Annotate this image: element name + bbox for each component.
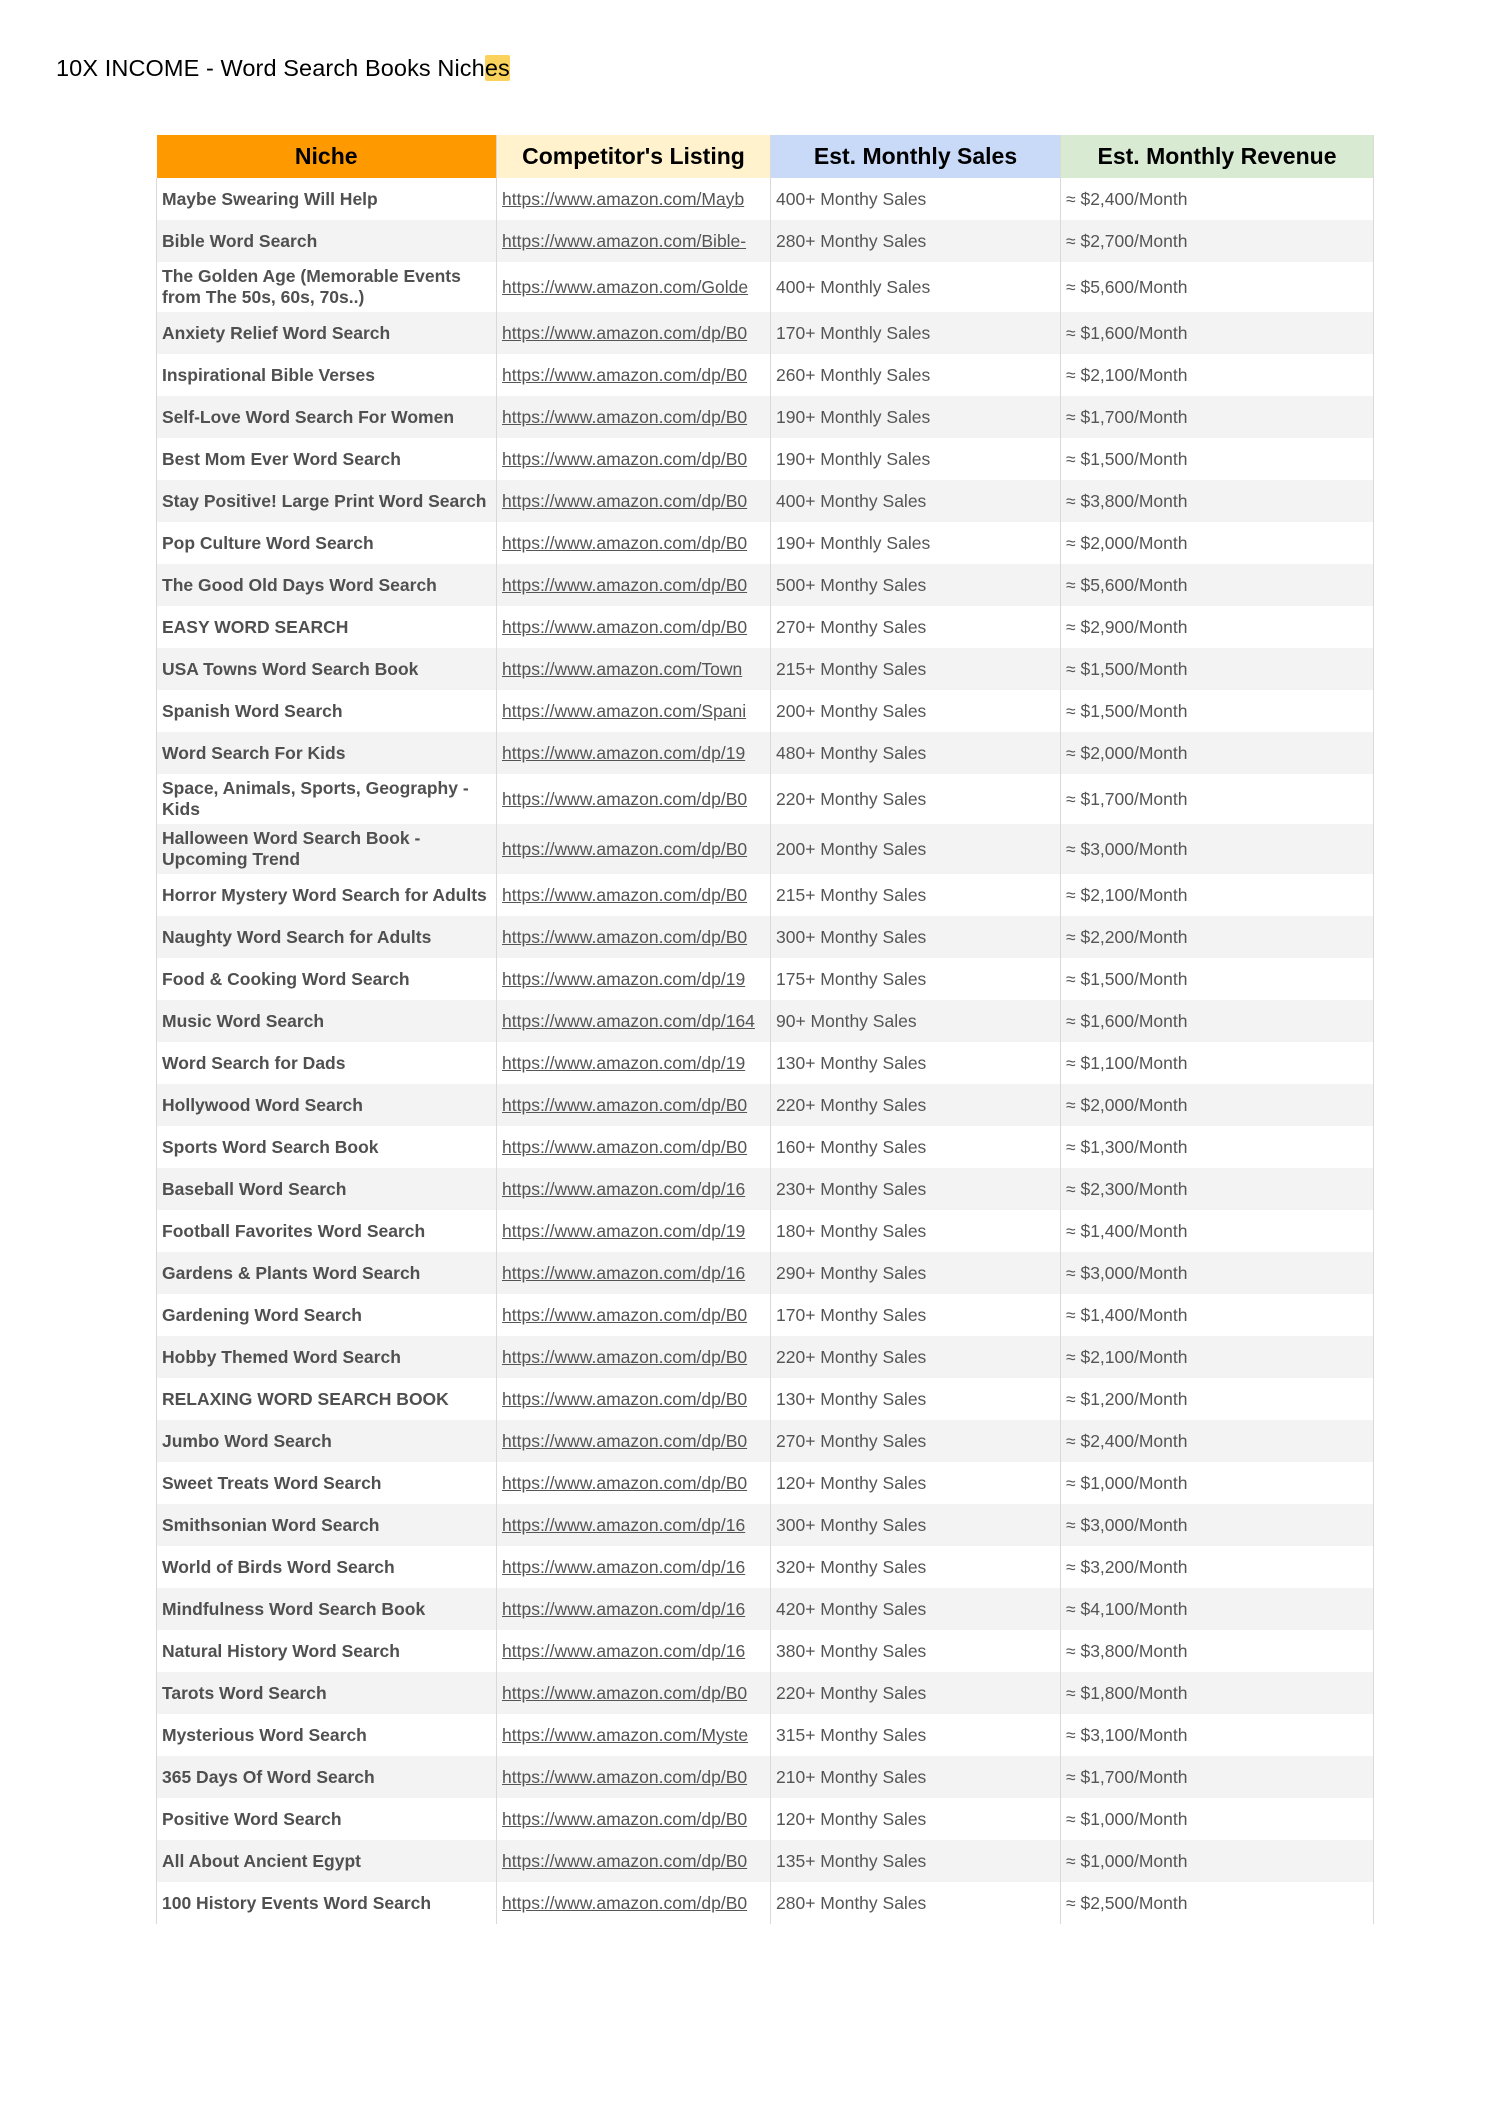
header-row: [157, 135, 1374, 178]
monthly-sales-cell: 170+ Monthly Sales: [771, 312, 1061, 354]
monthly-sales-cell: 220+ Monthy Sales: [771, 774, 1061, 824]
monthly-revenue-cell: ≈ $2,500/Month: [1061, 1882, 1374, 1924]
table-row: [157, 262, 1374, 312]
monthly-revenue-cell: ≈ $1,200/Month: [1061, 1378, 1374, 1420]
competitor-link[interactable]: https://www.amazon.com/dp/B0: [502, 1850, 748, 1871]
table-row: [157, 958, 1374, 1000]
monthly-sales-cell: 190+ Monthly Sales: [771, 396, 1061, 438]
monthly-revenue-cell: ≈ $2,400/Month: [1061, 1420, 1374, 1462]
monthly-revenue-cell: ≈ $1,300/Month: [1061, 1126, 1374, 1168]
competitor-link-cell: [497, 178, 771, 220]
table-body: [157, 178, 1374, 1924]
monthly-sales-cell: 215+ Monthy Sales: [771, 648, 1061, 690]
niche-cell: Hollywood Word Search: [157, 1084, 497, 1126]
monthly-revenue-cell: ≈ $2,700/Month: [1061, 220, 1374, 262]
niche-cell: RELAXING WORD SEARCH BOOK: [157, 1378, 497, 1420]
competitor-link-cell: [497, 1756, 771, 1798]
niche-cell: Anxiety Relief Word Search: [157, 312, 497, 354]
monthly-sales-cell: 480+ Monthy Sales: [771, 732, 1061, 774]
competitor-link-cell: [497, 606, 771, 648]
table-row: [157, 438, 1374, 480]
table-row: [157, 1000, 1374, 1042]
table-row: [157, 1840, 1374, 1882]
monthly-sales-cell: 400+ Monthy Sales: [771, 178, 1061, 220]
table-row: [157, 178, 1374, 220]
monthly-revenue-cell: ≈ $3,200/Month: [1061, 1546, 1374, 1588]
monthly-sales-cell: 120+ Monthy Sales: [771, 1798, 1061, 1840]
monthly-sales-cell: 300+ Monthy Sales: [771, 1504, 1061, 1546]
niche-cell: Hobby Themed Word Search: [157, 1336, 497, 1378]
table-row: [157, 522, 1374, 564]
table-row: [157, 1588, 1374, 1630]
monthly-revenue-cell: ≈ $1,400/Month: [1061, 1294, 1374, 1336]
niche-cell: Word Search For Kids: [157, 732, 497, 774]
monthly-revenue-cell: ≈ $5,600/Month: [1061, 564, 1374, 606]
monthly-sales-cell: 500+ Monthy Sales: [771, 564, 1061, 606]
monthly-revenue-cell: ≈ $2,200/Month: [1061, 916, 1374, 958]
niche-cell: Football Favorites Word Search: [157, 1210, 497, 1252]
monthly-sales-cell: 190+ Monthly Sales: [771, 438, 1061, 480]
competitor-link[interactable]: https://www.amazon.com/dp/16: [502, 1262, 746, 1283]
table-row: [157, 1294, 1374, 1336]
competitor-link-cell: [497, 824, 771, 874]
competitor-link[interactable]: https://www.amazon.com/dp/B0: [502, 364, 748, 385]
monthly-sales-cell: 130+ Monthy Sales: [771, 1378, 1061, 1420]
competitor-link[interactable]: https://www.amazon.com/dp/19: [502, 968, 746, 989]
competitor-link-cell: [497, 1588, 771, 1630]
monthly-sales-cell: 400+ Monthy Sales: [771, 480, 1061, 522]
competitor-link[interactable]: https://www.amazon.com/dp/B0: [502, 1388, 748, 1409]
monthly-revenue-cell: ≈ $1,000/Month: [1061, 1840, 1374, 1882]
monthly-sales-cell: 270+ Monthy Sales: [771, 606, 1061, 648]
niche-cell: Positive Word Search: [157, 1798, 497, 1840]
niche-cell: Jumbo Word Search: [157, 1420, 497, 1462]
table-row: [157, 916, 1374, 958]
monthly-revenue-cell: ≈ $1,400/Month: [1061, 1210, 1374, 1252]
competitor-link-cell: [497, 262, 771, 312]
niche-cell: Natural History Word Search: [157, 1630, 497, 1672]
competitor-link-cell: [497, 732, 771, 774]
monthly-revenue-cell: ≈ $1,000/Month: [1061, 1462, 1374, 1504]
competitor-link[interactable]: https://www.amazon.com/dp/B0: [502, 838, 748, 859]
monthly-sales-cell: 170+ Monthy Sales: [771, 1294, 1061, 1336]
monthly-sales-cell: 220+ Monthy Sales: [771, 1672, 1061, 1714]
niche-cell: USA Towns Word Search Book: [157, 648, 497, 690]
table-row: [157, 1756, 1374, 1798]
competitor-link[interactable]: https://www.amazon.com/dp/B0: [502, 1766, 748, 1787]
monthly-sales-cell: 230+ Monthy Sales: [771, 1168, 1061, 1210]
table-row: [157, 824, 1374, 874]
table-row: [157, 1882, 1374, 1924]
niche-cell: Food & Cooking Word Search: [157, 958, 497, 1000]
competitor-link[interactable]: https://www.amazon.com/dp/16: [502, 1598, 746, 1619]
niche-cell: Tarots Word Search: [157, 1672, 497, 1714]
monthly-revenue-cell: ≈ $1,800/Month: [1061, 1672, 1374, 1714]
competitor-link-cell: [497, 396, 771, 438]
table-row: [157, 1630, 1374, 1672]
competitor-link-cell: [497, 1294, 771, 1336]
competitor-link[interactable]: https://www.amazon.com/dp/B0: [502, 1430, 748, 1451]
monthly-sales-cell: 320+ Monthy Sales: [771, 1546, 1061, 1588]
niche-cell: Self-Love Word Search For Women: [157, 396, 497, 438]
niche-cell: Maybe Swearing Will Help: [157, 178, 497, 220]
monthly-revenue-cell: ≈ $2,100/Month: [1061, 1336, 1374, 1378]
niche-cell: Word Search for Dads: [157, 1042, 497, 1084]
table-row: [157, 1504, 1374, 1546]
competitor-link[interactable]: https://www.amazon.com/Mayb: [502, 188, 745, 209]
competitor-link-cell: [497, 1462, 771, 1504]
competitor-link[interactable]: https://www.amazon.com/dp/B0: [502, 1892, 748, 1913]
competitor-link-cell: [497, 1378, 771, 1420]
competitor-link[interactable]: https://www.amazon.com/dp/B0: [502, 1304, 748, 1325]
competitor-link-cell: [497, 1210, 771, 1252]
competitor-link-cell: [497, 1000, 771, 1042]
monthly-sales-cell: 215+ Monthy Sales: [771, 874, 1061, 916]
competitor-link[interactable]: https://www.amazon.com/Golde: [502, 276, 749, 297]
monthly-sales-cell: 180+ Monthy Sales: [771, 1210, 1061, 1252]
table-row: [157, 1546, 1374, 1588]
competitor-link[interactable]: https://www.amazon.com/Myste: [502, 1724, 749, 1745]
competitor-link[interactable]: https://www.amazon.com/dp/B0: [502, 1808, 748, 1829]
competitor-link-cell: [497, 648, 771, 690]
monthly-revenue-cell: ≈ $5,600/Month: [1061, 262, 1374, 312]
title-text: 10X INCOME - Word Search Books Nich: [56, 55, 485, 81]
competitor-link-cell: [497, 1672, 771, 1714]
monthly-revenue-cell: ≈ $3,800/Month: [1061, 480, 1374, 522]
monthly-sales-cell: 90+ Monthy Sales: [771, 1000, 1061, 1042]
competitor-link[interactable]: https://www.amazon.com/dp/16: [502, 1640, 746, 1661]
competitor-link[interactable]: https://www.amazon.com/dp/B0: [502, 1346, 748, 1367]
monthly-revenue-cell: ≈ $2,000/Month: [1061, 1084, 1374, 1126]
monthly-revenue-cell: ≈ $1,500/Month: [1061, 690, 1374, 732]
competitor-link[interactable]: https://www.amazon.com/dp/B0: [502, 532, 748, 553]
monthly-revenue-cell: ≈ $3,100/Month: [1061, 1714, 1374, 1756]
niche-cell: Gardening Word Search: [157, 1294, 497, 1336]
monthly-sales-cell: 130+ Monthy Sales: [771, 1042, 1061, 1084]
competitor-link-cell: [497, 1504, 771, 1546]
competitor-link-cell: [497, 1042, 771, 1084]
table-row: [157, 774, 1374, 824]
competitor-link[interactable]: https://www.amazon.com/dp/B0: [502, 406, 748, 427]
niche-cell: The Golden Age (Memorable Events from The 50s, 60s, 70s..): [157, 262, 497, 312]
niche-cell: Sports Word Search Book: [157, 1126, 497, 1168]
monthly-revenue-cell: ≈ $1,700/Month: [1061, 774, 1374, 824]
monthly-sales-cell: 290+ Monthy Sales: [771, 1252, 1061, 1294]
monthly-sales-cell: 160+ Monthy Sales: [771, 1126, 1061, 1168]
monthly-sales-cell: 135+ Monthy Sales: [771, 1840, 1061, 1882]
monthly-revenue-cell: ≈ $3,800/Month: [1061, 1630, 1374, 1672]
monthly-revenue-cell: ≈ $1,700/Month: [1061, 396, 1374, 438]
header-competitor-listing: Competitor's Listing: [497, 135, 771, 178]
niche-cell: EASY WORD SEARCH: [157, 606, 497, 648]
niche-cell: Gardens & Plants Word Search: [157, 1252, 497, 1294]
niche-cell: 100 History Events Word Search: [157, 1882, 497, 1924]
niche-cell: Horror Mystery Word Search for Adults: [157, 874, 497, 916]
niche-cell: Stay Positive! Large Print Word Search: [157, 480, 497, 522]
table-row: [157, 1462, 1374, 1504]
monthly-sales-cell: 220+ Monthy Sales: [771, 1084, 1061, 1126]
monthly-revenue-cell: ≈ $1,700/Month: [1061, 1756, 1374, 1798]
table-row: [157, 1084, 1374, 1126]
competitor-link-cell: [497, 1840, 771, 1882]
monthly-sales-cell: 210+ Monthy Sales: [771, 1756, 1061, 1798]
monthly-revenue-cell: ≈ $2,100/Month: [1061, 874, 1374, 916]
monthly-revenue-cell: ≈ $2,400/Month: [1061, 178, 1374, 220]
niches-table: [156, 135, 1374, 1924]
competitor-link[interactable]: https://www.amazon.com/dp/B0: [502, 1682, 748, 1703]
table-row: [157, 220, 1374, 262]
table-row: [157, 312, 1374, 354]
monthly-sales-cell: 220+ Monthy Sales: [771, 1336, 1061, 1378]
competitor-link-cell: [497, 958, 771, 1000]
niche-cell: Spanish Word Search: [157, 690, 497, 732]
monthly-revenue-cell: ≈ $1,000/Month: [1061, 1798, 1374, 1840]
competitor-link-cell: [497, 1252, 771, 1294]
niche-cell: Music Word Search: [157, 1000, 497, 1042]
monthly-sales-cell: 120+ Monthy Sales: [771, 1462, 1061, 1504]
competitor-link-cell: [497, 774, 771, 824]
competitor-link-cell: [497, 1798, 771, 1840]
table-row: [157, 354, 1374, 396]
monthly-revenue-cell: ≈ $1,600/Month: [1061, 1000, 1374, 1042]
monthly-sales-cell: 280+ Monthy Sales: [771, 220, 1061, 262]
table-row: [157, 1714, 1374, 1756]
competitor-link[interactable]: https://www.amazon.com/Bible-: [502, 230, 747, 251]
header-est-monthly-sales: Est. Monthly Sales: [771, 135, 1061, 178]
header-est-monthly-revenue: Est. Monthly Revenue: [1061, 135, 1374, 178]
competitor-link-cell: [497, 438, 771, 480]
competitor-link[interactable]: https://www.amazon.com/dp/B0: [502, 1094, 748, 1115]
monthly-sales-cell: 270+ Monthy Sales: [771, 1420, 1061, 1462]
header-niche: Niche: [157, 135, 497, 178]
table-row: [157, 1672, 1374, 1714]
monthly-revenue-cell: ≈ $2,000/Month: [1061, 522, 1374, 564]
competitor-link[interactable]: https://www.amazon.com/dp/B0: [502, 448, 748, 469]
competitor-link[interactable]: https://www.amazon.com/dp/B0: [502, 1136, 748, 1157]
monthly-revenue-cell: ≈ $3,000/Month: [1061, 1252, 1374, 1294]
competitor-link[interactable]: https://www.amazon.com/dp/B0: [502, 574, 748, 595]
niche-cell: Smithsonian Word Search: [157, 1504, 497, 1546]
monthly-revenue-cell: ≈ $4,100/Month: [1061, 1588, 1374, 1630]
monthly-revenue-cell: ≈ $3,000/Month: [1061, 1504, 1374, 1546]
competitor-link-cell: [497, 1126, 771, 1168]
competitor-link-cell: [497, 1714, 771, 1756]
table-row: [157, 1210, 1374, 1252]
niche-cell: Baseball Word Search: [157, 1168, 497, 1210]
monthly-revenue-cell: ≈ $1,600/Month: [1061, 312, 1374, 354]
competitor-link-cell: [497, 564, 771, 606]
niche-cell: All About Ancient Egypt: [157, 1840, 497, 1882]
niche-cell: The Good Old Days Word Search: [157, 564, 497, 606]
competitor-link-cell: [497, 1882, 771, 1924]
competitor-link[interactable]: https://www.amazon.com/dp/19: [502, 742, 746, 763]
monthly-revenue-cell: ≈ $2,300/Month: [1061, 1168, 1374, 1210]
niche-cell: 365 Days Of Word Search: [157, 1756, 497, 1798]
monthly-revenue-cell: ≈ $2,900/Month: [1061, 606, 1374, 648]
table-row: [157, 1336, 1374, 1378]
table-row: [157, 1420, 1374, 1462]
competitor-link[interactable]: https://www.amazon.com/dp/16: [502, 1556, 746, 1577]
monthly-sales-cell: 280+ Monthy Sales: [771, 1882, 1061, 1924]
monthly-revenue-cell: ≈ $1,100/Month: [1061, 1042, 1374, 1084]
competitor-link[interactable]: https://www.amazon.com/dp/19: [502, 1052, 746, 1073]
niche-cell: Space, Animals, Sports, Geography - Kids: [157, 774, 497, 824]
competitor-link-cell: [497, 480, 771, 522]
table-row: [157, 874, 1374, 916]
competitor-link[interactable]: https://www.amazon.com/dp/B0: [502, 616, 748, 637]
niche-cell: Pop Culture Word Search: [157, 522, 497, 564]
competitor-link[interactable]: https://www.amazon.com/dp/B0: [502, 490, 748, 511]
table-row: [157, 1798, 1374, 1840]
table-row: [157, 732, 1374, 774]
monthly-sales-cell: 190+ Monthly Sales: [771, 522, 1061, 564]
monthly-revenue-cell: ≈ $2,100/Month: [1061, 354, 1374, 396]
niche-cell: Mindfulness Word Search Book: [157, 1588, 497, 1630]
niche-cell: Halloween Word Search Book - Upcoming Trend: [157, 824, 497, 874]
competitor-link[interactable]: https://www.amazon.com/dp/B0: [502, 926, 748, 947]
table-row: [157, 606, 1374, 648]
monthly-sales-cell: 200+ Monthy Sales: [771, 824, 1061, 874]
competitor-link-cell: [497, 1630, 771, 1672]
niche-cell: Sweet Treats Word Search: [157, 1462, 497, 1504]
competitor-link-cell: [497, 874, 771, 916]
competitor-link[interactable]: https://www.amazon.com/dp/16: [502, 1178, 746, 1199]
monthly-sales-cell: 420+ Monthy Sales: [771, 1588, 1061, 1630]
monthly-sales-cell: 400+ Monthly Sales: [771, 262, 1061, 312]
niche-cell: World of Birds Word Search: [157, 1546, 497, 1588]
table-row: [157, 648, 1374, 690]
monthly-sales-cell: 200+ Monthy Sales: [771, 690, 1061, 732]
niche-cell: Best Mom Ever Word Search: [157, 438, 497, 480]
monthly-revenue-cell: ≈ $1,500/Month: [1061, 438, 1374, 480]
competitor-link[interactable]: https://www.amazon.com/Town: [502, 658, 743, 679]
table-row: [157, 1378, 1374, 1420]
competitor-link[interactable]: https://www.amazon.com/dp/B0: [502, 1472, 748, 1493]
table-row: [157, 1126, 1374, 1168]
document-title: [56, 55, 510, 82]
monthly-sales-cell: 175+ Monthy Sales: [771, 958, 1061, 1000]
niche-cell: Bible Word Search: [157, 220, 497, 262]
competitor-link[interactable]: https://www.amazon.com/dp/164: [502, 1010, 755, 1031]
competitor-link[interactable]: https://www.amazon.com/dp/19: [502, 1220, 746, 1241]
table-row: [157, 1042, 1374, 1084]
monthly-revenue-cell: ≈ $1,500/Month: [1061, 958, 1374, 1000]
competitor-link-cell: [497, 522, 771, 564]
competitor-link-cell: [497, 916, 771, 958]
competitor-link[interactable]: https://www.amazon.com/dp/B0: [502, 884, 748, 905]
niche-cell: Naughty Word Search for Adults: [157, 916, 497, 958]
competitor-link-cell: [497, 1084, 771, 1126]
competitor-link-cell: [497, 354, 771, 396]
table-row: [157, 690, 1374, 732]
competitor-link-cell: [497, 1336, 771, 1378]
niche-cell: Mysterious Word Search: [157, 1714, 497, 1756]
title-highlighted-text: es: [484, 55, 510, 81]
table-row: [157, 480, 1374, 522]
monthly-sales-cell: 260+ Monthly Sales: [771, 354, 1061, 396]
competitor-link-cell: [497, 690, 771, 732]
table-row: [157, 564, 1374, 606]
competitor-link[interactable]: https://www.amazon.com/dp/B0: [502, 788, 748, 809]
table-row: [157, 396, 1374, 438]
competitor-link-cell: [497, 312, 771, 354]
table-row: [157, 1168, 1374, 1210]
monthly-sales-cell: 300+ Monthy Sales: [771, 916, 1061, 958]
monthly-revenue-cell: ≈ $2,000/Month: [1061, 732, 1374, 774]
competitor-link-cell: [497, 1420, 771, 1462]
competitor-link[interactable]: https://www.amazon.com/dp/16: [502, 1514, 746, 1535]
niche-cell: Inspirational Bible Verses: [157, 354, 497, 396]
monthly-revenue-cell: ≈ $3,000/Month: [1061, 824, 1374, 874]
monthly-sales-cell: 380+ Monthy Sales: [771, 1630, 1061, 1672]
monthly-revenue-cell: ≈ $1,500/Month: [1061, 648, 1374, 690]
table-row: [157, 1252, 1374, 1294]
competitor-link-cell: [497, 1168, 771, 1210]
competitor-link[interactable]: https://www.amazon.com/dp/B0: [502, 322, 748, 343]
competitor-link-cell: [497, 220, 771, 262]
competitor-link[interactable]: https://www.amazon.com/Spani: [502, 700, 747, 721]
monthly-sales-cell: 315+ Monthy Sales: [771, 1714, 1061, 1756]
competitor-link-cell: [497, 1546, 771, 1588]
